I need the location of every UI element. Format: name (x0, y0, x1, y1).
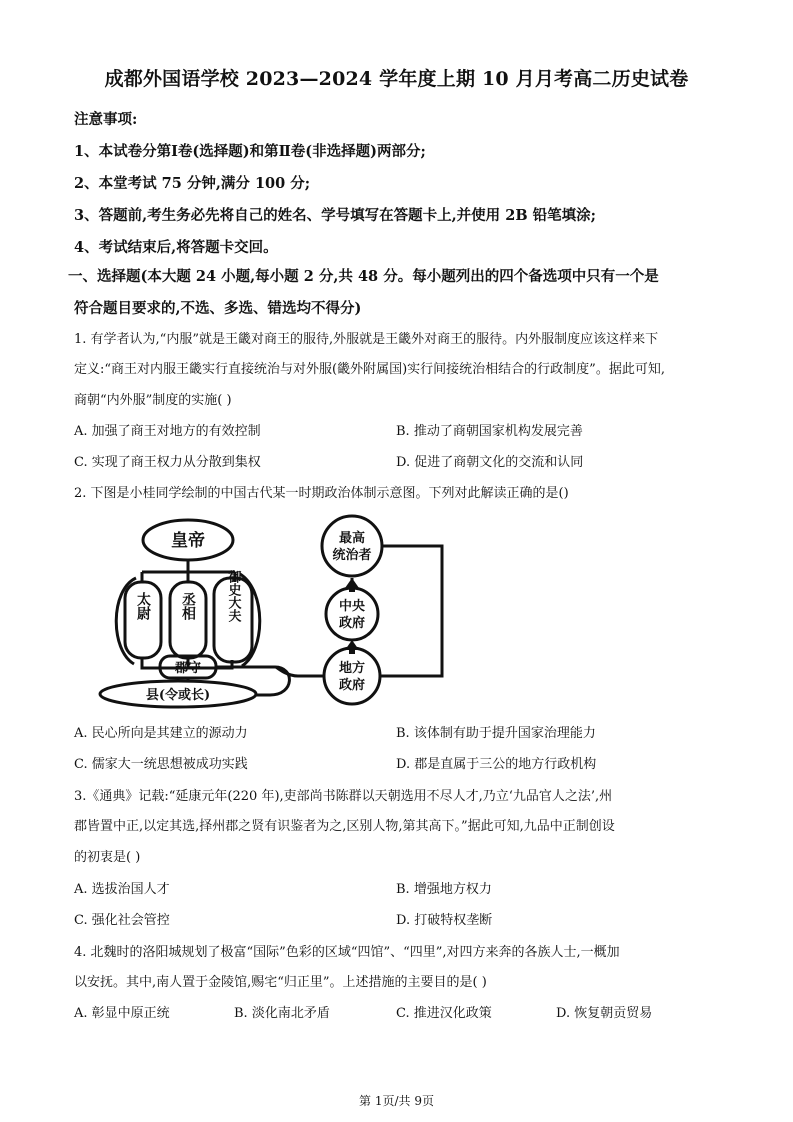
question-1-option-a[interactable]: A. 加强了商王对地方的有效控制 (74, 424, 261, 439)
question-3-option-b[interactable]: B. 增强地方权力 (396, 882, 492, 897)
local-label-line2: 政府 (338, 678, 366, 693)
chengxiang-label: 丞相 (180, 592, 196, 620)
notice-item: 4、考试结束后,将答题卡交回。 (74, 239, 278, 256)
question-3-option-c[interactable]: C. 强化社会管控 (74, 913, 170, 928)
yushi-label: 御史大夫 (225, 570, 241, 622)
section-heading-cont: 符合题目要求的,不选、多选、错选均不得分) (74, 300, 362, 317)
question-2-option-d[interactable]: D. 郡是直属于三公的地方行政机构 (396, 757, 597, 772)
supreme-ruler-node (322, 516, 382, 576)
supreme-label-line1: 最高 (338, 531, 366, 546)
question-4-option-c[interactable]: C. 推进汉化政策 (396, 1006, 492, 1021)
page-footer: 第 1页/共 9页 (359, 1094, 434, 1108)
central-label-line2: 政府 (338, 616, 366, 631)
question-4-text: 以安抚。其中,南人置于金陵馆,赐宅“归正里”。上述措施的主要目的是( ) (74, 975, 487, 990)
political-system-diagram (90, 510, 460, 715)
exam-title: 成都外国语学校 2023—2024 学年度上期 10 月月考高二历史试卷 (104, 68, 689, 90)
question-3-option-d[interactable]: D. 打破特权垄断 (396, 913, 493, 928)
question-1-text: 1. 有学者认为,“内服”就是王畿对商王的服待,外服就是王畿外对商王的服待。内外服制度应该这样来下 (74, 332, 659, 347)
section-heading: 一、选择题(本大题 24 小题,每小题 2 分,共 48 分。每小题列出的四个备选项中只有一个是 (68, 268, 659, 285)
central-label-line1: 中央 (338, 599, 366, 614)
county-label: 县(令或长) (145, 688, 211, 703)
question-3-option-a[interactable]: A. 选拔治国人才 (74, 882, 170, 897)
question-1-text: 定义:“商王对内服王畿实行直接统治与对外服(畿外附属国)实行间接统治相结合的行政制度”。据此可知, (74, 362, 665, 377)
taiwei-label: 太尉 (135, 592, 151, 620)
question-4-option-a[interactable]: A. 彰显中原正统 (74, 1006, 170, 1021)
question-1-option-b[interactable]: B. 推动了商朝国家机构发展完善 (396, 424, 583, 439)
central-government-node (326, 588, 378, 640)
question-1-text: 商朝“内外服”制度的实施( ) (74, 393, 232, 408)
question-2-option-a[interactable]: A. 民心所向是其建立的源动力 (74, 726, 248, 741)
emperor-label: 皇帝 (171, 531, 205, 551)
question-2-option-c[interactable]: C. 儒家大一统思想被成功实践 (74, 757, 248, 772)
question-3-text: 郡皆置中正,以定其选,择州郡之贤有识鉴者为之,区别人物,第其高下。”据此可知,九品中正制创设 (74, 819, 615, 834)
question-2-option-b[interactable]: B. 该体制有助于提升国家治理能力 (396, 726, 596, 741)
notice-heading: 注意事项: (74, 111, 138, 128)
notice-item: 3、答题前,考生务必先将自己的姓名、学号填写在答题卡上,并使用 2B 铅笔填涂; (74, 207, 596, 224)
local-government-node (324, 648, 380, 704)
notice-item: 1、本试卷分第Ⅰ卷(选择题)和第Ⅱ卷(非选择题)两部分; (74, 143, 426, 160)
question-4-text: 4. 北魏时的洛阳城规划了极富“国际”色彩的区域“四馆”、“四里”,对四方来奔的各族人士,一概加 (74, 945, 620, 960)
local-label-line1: 地方 (338, 661, 366, 676)
question-2-text: 2. 下图是小桂同学绘制的中国古代某一时期政治体制示意图。下列对此解读正确的是() (74, 486, 569, 501)
question-4-option-b[interactable]: B. 淡化南北矛盾 (234, 1006, 330, 1021)
question-3-text: 的初衷是( ) (74, 850, 141, 865)
notice-item: 2、本堂考试 75 分钟,满分 100 分; (74, 175, 311, 192)
supreme-label-line2: 统治者 (332, 548, 372, 563)
question-1-option-c[interactable]: C. 实现了商王权力从分散到集权 (74, 455, 261, 470)
question-4-option-d[interactable]: D. 恢复朝贡贸易 (556, 1006, 653, 1021)
question-3-text: 3.《通典》记载:“延康元年(220 年),吏部尚书陈群以天朝选用不尽人才,乃立‘九品官人之法’,州 (74, 789, 613, 804)
question-1-option-d[interactable]: D. 促进了商朝文化的交流和认同 (396, 455, 584, 470)
junshou-label: 郡守 (174, 661, 202, 676)
